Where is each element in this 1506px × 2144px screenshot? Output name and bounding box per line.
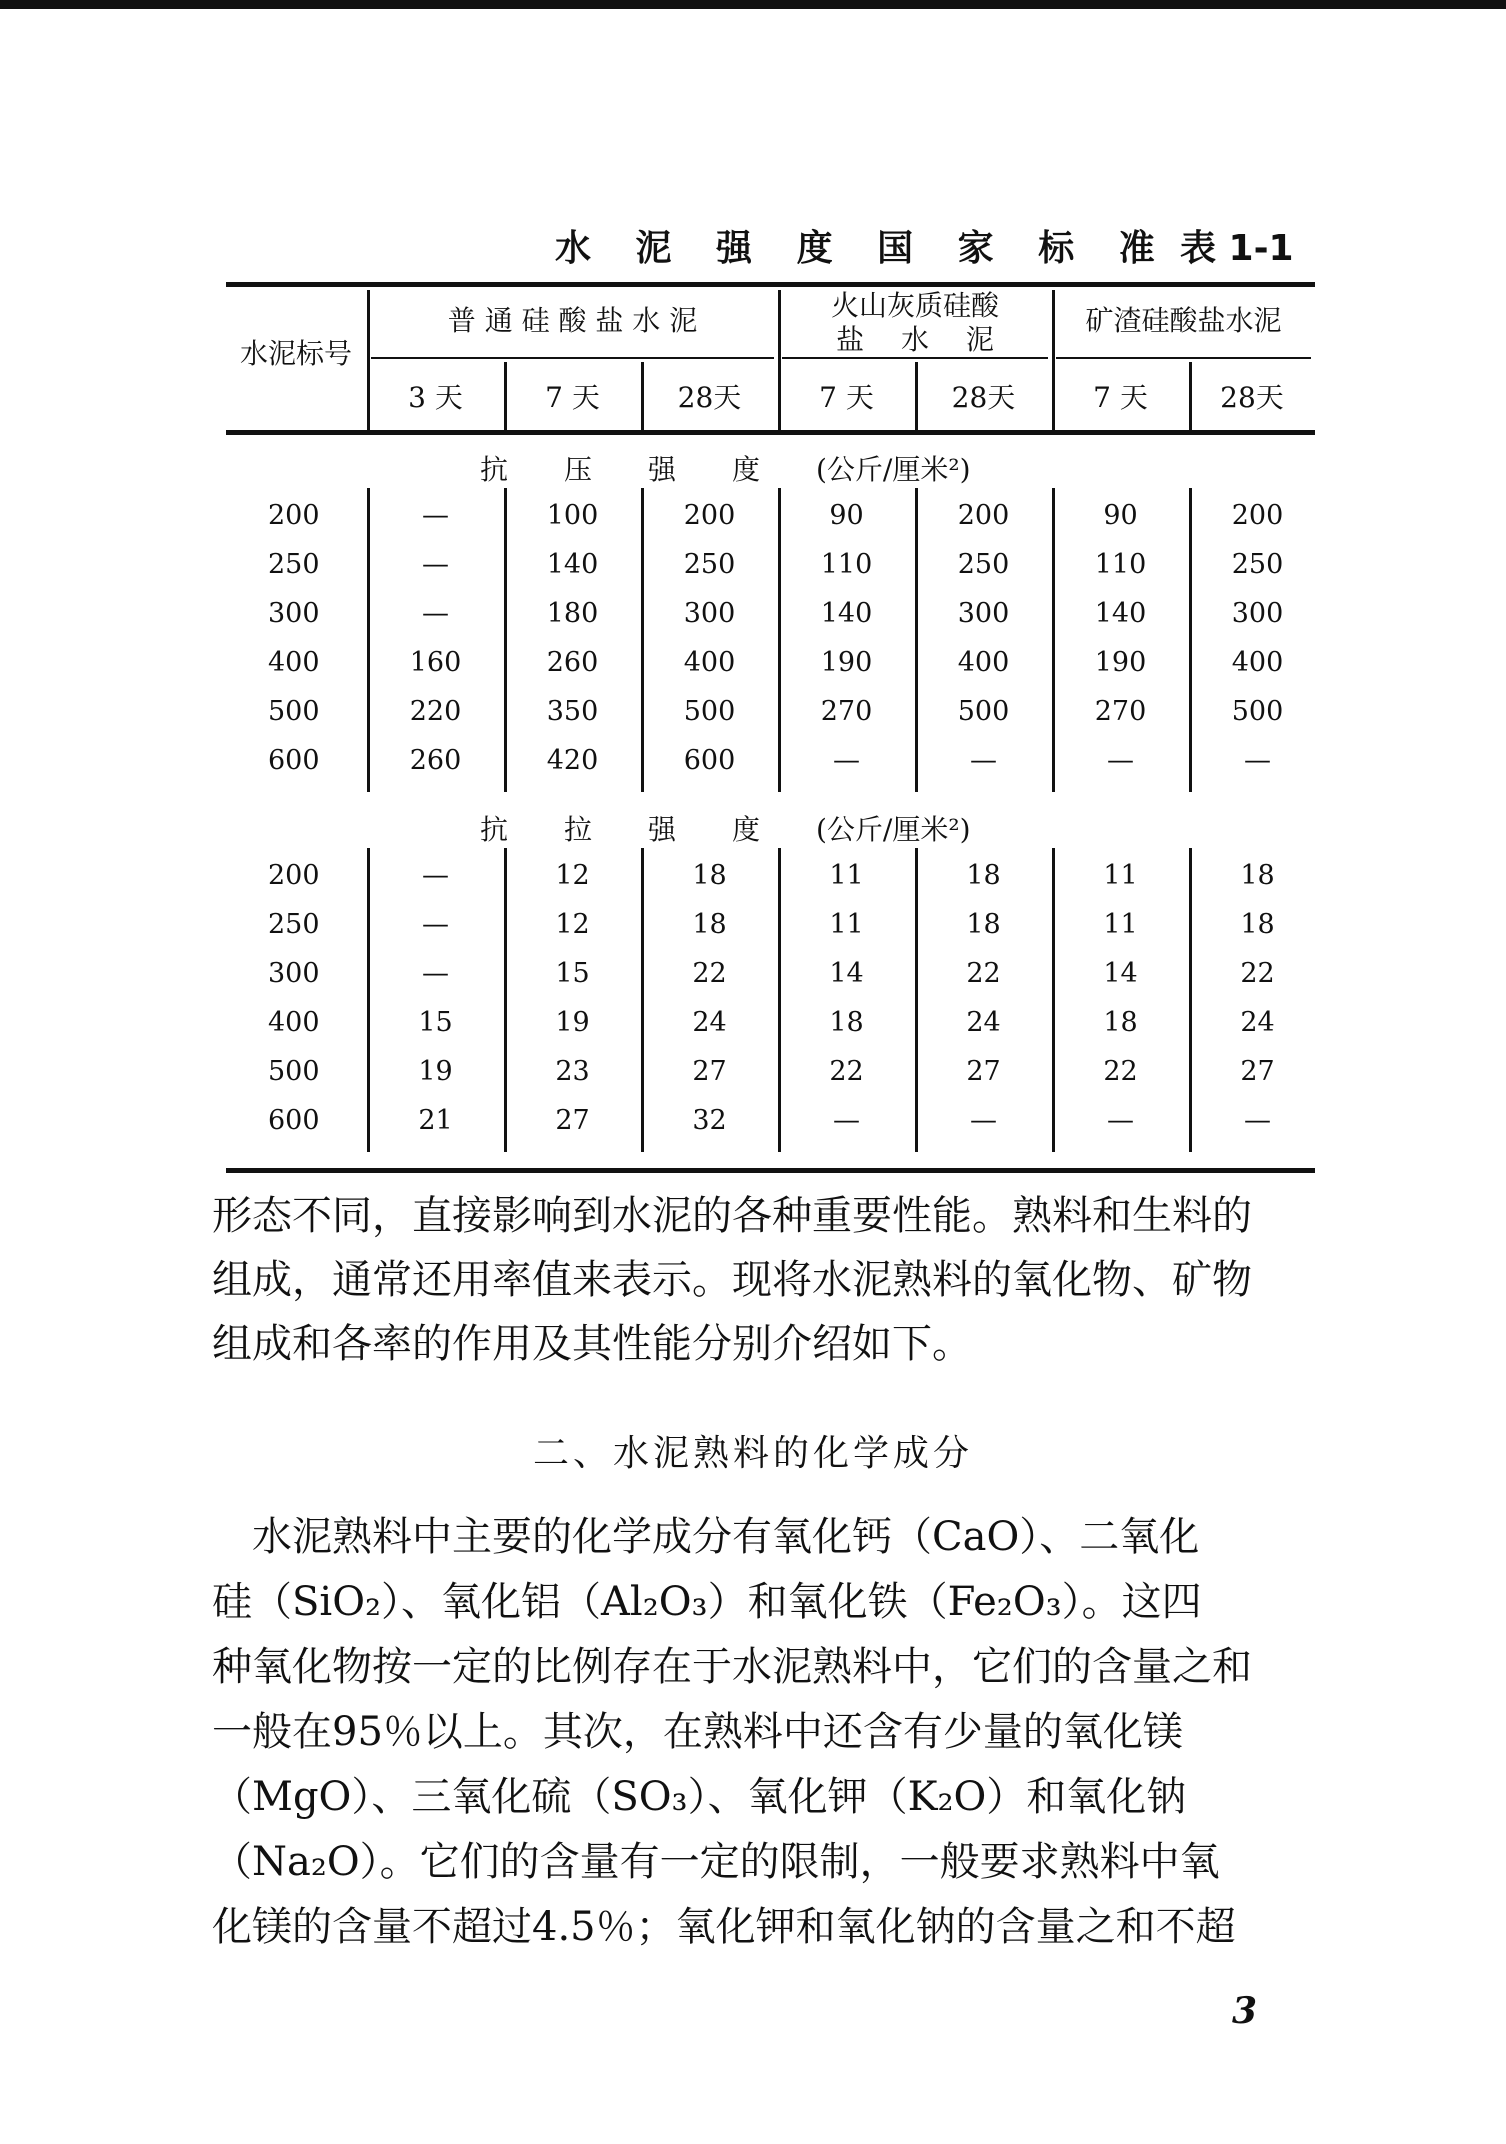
table-cell: 180 xyxy=(546,598,599,629)
group-header: 矿渣硅酸盐水泥 xyxy=(1085,304,1282,337)
row-grade: 500 xyxy=(268,1056,320,1087)
row-grade: 300 xyxy=(268,958,320,989)
table-cell: 500 xyxy=(1231,696,1284,727)
table-cell: 400 xyxy=(1231,647,1284,678)
column-divider xyxy=(778,290,781,430)
table-cell: 270 xyxy=(1094,696,1147,727)
table-cell: 18 xyxy=(966,860,1001,891)
column-header: 28天 xyxy=(951,381,1016,414)
table-cell: — xyxy=(1244,1105,1271,1136)
table-cell: 140 xyxy=(546,549,599,580)
table-cell: 15 xyxy=(418,1007,453,1038)
table-cell: 190 xyxy=(820,647,873,678)
column-divider xyxy=(915,362,918,430)
table-cell: 32 xyxy=(692,1105,727,1136)
column-header: 28天 xyxy=(1220,381,1284,414)
column-header: 7 天 xyxy=(1093,381,1148,414)
table-top-rule xyxy=(226,282,1315,287)
table-cell: 22 xyxy=(1240,958,1275,989)
table-cell: 350 xyxy=(546,696,599,727)
table-cell: 12 xyxy=(555,909,590,940)
table-cell: 11 xyxy=(1103,909,1138,940)
table-cell: 27 xyxy=(692,1056,727,1087)
table-cell: 12 xyxy=(555,860,590,891)
table-cell: 27 xyxy=(966,1056,1001,1087)
row-header: 水泥标号 xyxy=(239,337,352,370)
table-cell: 22 xyxy=(829,1056,864,1087)
column-header: 3 天 xyxy=(408,381,463,414)
table-cell: — xyxy=(422,958,449,989)
column-divider xyxy=(504,362,507,430)
row-grade: 300 xyxy=(268,598,320,629)
row-grade: 200 xyxy=(268,500,320,531)
table-cell: — xyxy=(422,860,449,891)
table-cell: 21 xyxy=(418,1105,453,1136)
text-line: 种氧化物按一定的比例存在于水泥熟料中，它们的含量之和 xyxy=(212,1644,1252,1690)
group-header: 火山灰质硅酸 xyxy=(830,289,999,322)
row-grade: 400 xyxy=(268,1007,320,1038)
table-cell: 14 xyxy=(829,958,864,989)
table-cell: 500 xyxy=(683,696,736,727)
table-cell: 19 xyxy=(418,1056,453,1087)
table-cell: 400 xyxy=(683,647,736,678)
row-grade: 250 xyxy=(268,909,320,940)
table-cell: 18 xyxy=(966,909,1001,940)
table-cell: — xyxy=(422,909,449,940)
row-grade: 200 xyxy=(268,860,320,891)
page-number: 3 xyxy=(1232,1990,1258,2032)
table-cell: — xyxy=(833,745,860,776)
table-cell: 250 xyxy=(957,549,1010,580)
table-cell: 300 xyxy=(1231,598,1284,629)
column-divider xyxy=(641,362,644,430)
table-cell: 24 xyxy=(966,1007,1001,1038)
table-cell: 14 xyxy=(1103,958,1138,989)
row-grade: 400 xyxy=(268,647,320,678)
table-cell: 24 xyxy=(692,1007,727,1038)
table-cell: — xyxy=(1107,745,1134,776)
table-cell: — xyxy=(422,500,449,531)
table-cell: 23 xyxy=(555,1056,590,1087)
table-cell: 22 xyxy=(1103,1056,1138,1087)
table-cell: — xyxy=(970,1105,997,1136)
table-cell: — xyxy=(833,1105,860,1136)
table-cell: 190 xyxy=(1094,647,1147,678)
table-cell: 250 xyxy=(1231,549,1284,580)
text-line: 组成，通常还用率值来表示。现将水泥熟料的氧化物、矿物 xyxy=(212,1257,1252,1303)
scan-top-edge xyxy=(0,0,1506,9)
table-cell: 18 xyxy=(1240,860,1275,891)
table-cell: 18 xyxy=(829,1007,864,1038)
row-grade: 600 xyxy=(268,745,320,776)
paragraph-1 xyxy=(212,1184,1312,1376)
table-cell: 260 xyxy=(546,647,599,678)
table-cell: 200 xyxy=(957,500,1010,531)
table-cell: 90 xyxy=(829,500,864,531)
table-cell: 110 xyxy=(1094,549,1147,580)
group-header: 盐 水 泥 xyxy=(836,323,994,356)
column-header: 7 天 xyxy=(819,381,874,414)
group-header: 普 通 硅 酸 盐 水 泥 xyxy=(447,304,698,337)
text-line: 水泥熟料中主要的化学成分有氧化钙（CaO）、二氧化 xyxy=(212,1514,1200,1560)
table-cell: 15 xyxy=(555,958,590,989)
table-cell: 140 xyxy=(1094,598,1147,629)
table-cell: 270 xyxy=(820,696,873,727)
column-divider xyxy=(1189,362,1192,430)
table-cell: — xyxy=(970,745,997,776)
table-cell: 500 xyxy=(957,696,1010,727)
group-underline xyxy=(782,357,1048,359)
group-underline xyxy=(371,357,774,359)
text-line: 一般在95％以上。其次，在熟料中还含有少量的氧化镁 xyxy=(212,1709,1183,1755)
table-cell: 18 xyxy=(1103,1007,1138,1038)
table-cell: 300 xyxy=(683,598,736,629)
table-cell: 160 xyxy=(409,647,462,678)
row-grade: 250 xyxy=(268,549,320,580)
table-cell: 250 xyxy=(683,549,736,580)
section-label: 抗 拉 强 度 (公斤/厘米²) xyxy=(480,813,971,846)
table-cell: 24 xyxy=(1240,1007,1275,1038)
table-cell: 260 xyxy=(409,745,462,776)
table-cell: 140 xyxy=(820,598,873,629)
paragraph-2 xyxy=(212,1505,1312,1960)
row-grade: 600 xyxy=(268,1105,320,1136)
table-cell: 600 xyxy=(683,745,736,776)
table-cell: 27 xyxy=(1240,1056,1275,1087)
table-cell: 110 xyxy=(820,549,873,580)
table-cell: 19 xyxy=(555,1007,590,1038)
text-line: 硅（SiO₂）、氧化铝（Al₂O₃）和氧化铁（Fe₂O₃）。这四 xyxy=(212,1579,1202,1625)
table-number: 表 1-1 xyxy=(1180,228,1294,269)
table-cell: — xyxy=(1107,1105,1134,1136)
table-cell: 27 xyxy=(555,1105,590,1136)
table-cell: 420 xyxy=(546,745,599,776)
table-cell: 220 xyxy=(409,696,462,727)
column-header: 7 天 xyxy=(545,381,600,414)
table-cell: 200 xyxy=(1231,500,1284,531)
text-line: 形态不同，直接影响到水泥的各种重要性能。熟料和生料的 xyxy=(212,1193,1252,1239)
text-line: 组成和各率的作用及其性能分别介绍如下。 xyxy=(212,1321,972,1367)
table-cell: 18 xyxy=(1240,909,1275,940)
table-cell: 100 xyxy=(546,500,599,531)
group-underline xyxy=(1056,357,1311,359)
row-grade: 500 xyxy=(268,696,320,727)
text-line: 化镁的含量不超过4.5％；氧化钾和氧化钠的含量之和不超 xyxy=(212,1904,1236,1950)
table-title: 水 泥 强 度 国 家 标 准 xyxy=(555,228,1171,269)
table-cell: 11 xyxy=(829,909,864,940)
text-line: （Na₂O）。它们的含量有一定的限制，一般要求熟料中氧 xyxy=(212,1839,1220,1885)
column-divider xyxy=(1052,290,1055,430)
text-line: （MgO）、三氧化硫（SO₃）、氧化钾（K₂O）和氧化钠 xyxy=(212,1774,1187,1820)
table-header-rule xyxy=(226,430,1315,435)
table-cell: 11 xyxy=(829,860,864,891)
table-cell: — xyxy=(1244,745,1271,776)
table-cell: — xyxy=(422,598,449,629)
table-cell: 18 xyxy=(692,860,727,891)
table-cell: 300 xyxy=(957,598,1010,629)
column-header: 28天 xyxy=(677,381,742,414)
table-cell: 400 xyxy=(957,647,1010,678)
table-cell: 90 xyxy=(1103,500,1138,531)
section-label: 抗 压 强 度 (公斤/厘米²) xyxy=(480,453,971,486)
table-cell: 22 xyxy=(966,958,1001,989)
table-bottom-rule xyxy=(226,1168,1315,1173)
table-cell: 18 xyxy=(692,909,727,940)
table-cell: 11 xyxy=(1103,860,1138,891)
table-cell: 22 xyxy=(692,958,727,989)
column-divider xyxy=(367,290,370,430)
section-heading: 二、水泥熟料的化学成分 xyxy=(532,1433,973,1474)
table-cell: — xyxy=(422,549,449,580)
table-cell: 200 xyxy=(683,500,736,531)
